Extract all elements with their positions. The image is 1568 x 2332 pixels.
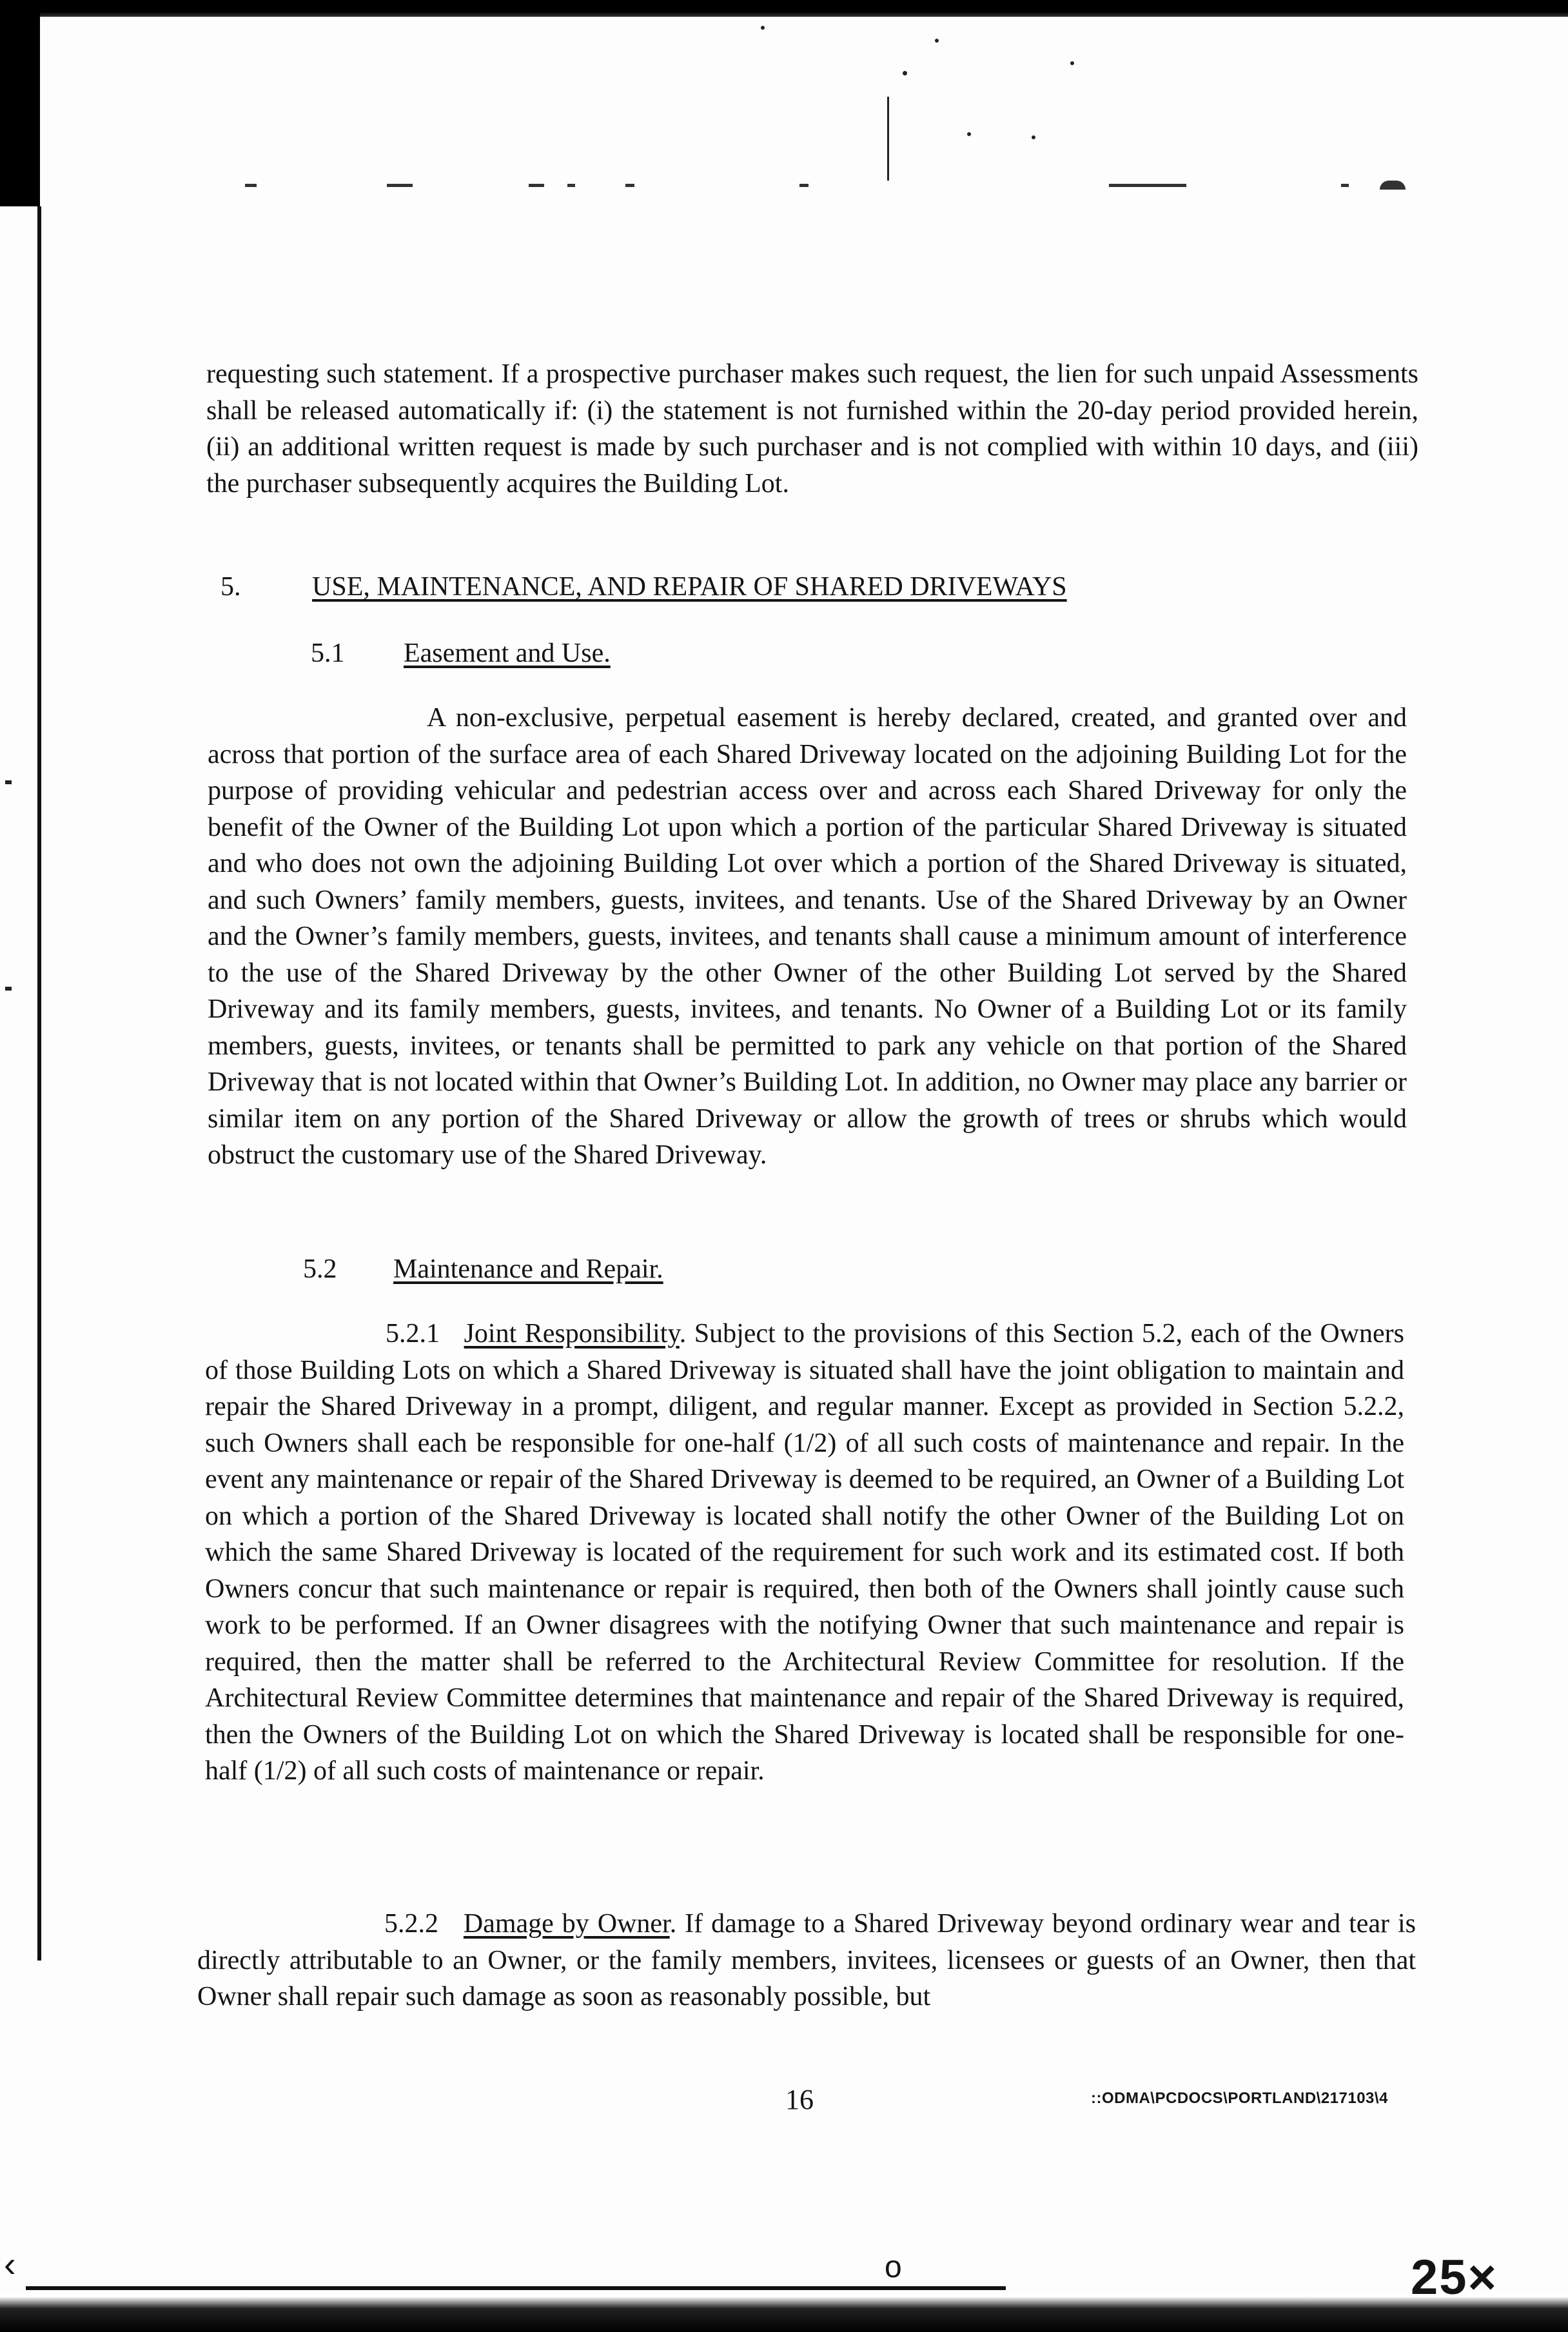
scan-dash xyxy=(245,184,257,187)
scan-dash xyxy=(1109,184,1186,187)
scan-border-left xyxy=(0,0,40,206)
section-5-1-body: A non-exclusive, perpetual easement is hereby declared, created, and granted over and across that portion of the surface area of each Shared Driveway located on the adjoining Building Lot for the purpose of providing vehicular and pedestrian access over and across each Shared Driveway for only the benefit of the Owner of the Building Lot upon which a portion of the particular Shared Driveway is situated and who does not own the adjoining Building Lot over which a portion of the Shared Driveway is situated, and such Owners’ family members, guests, invitees, and tenants. Use of the Shared Driveway by an Owner and the Owner’s family members, guests, invitees, and tenants shall cause a minimum amount of interference to the use of the Shared Driveway by the other Owner of the other Building Lot served by the Shared Driveway and its family members, guests, invitees, and tenants. No Owner of a Building Lot or its family members, guests, invitees, or tenants shall be permitted to park any vehicle on that portion of the Shared Driveway that is not located within that Owner’s Building Lot. In addition, no Owner may place any barrier or similar item on any portion of the Shared Driveway or allow the growth of trees or shrubs which would obstruct the customary use of the Shared Driveway. xyxy=(208,703,1407,1170)
scan-dash xyxy=(567,184,575,187)
scan-vertical-mark xyxy=(887,97,889,181)
section-5-2-2-title: Damage by Owner xyxy=(463,1909,670,1939)
scan-border-top xyxy=(0,0,1568,17)
scan-bottom-line xyxy=(26,2286,1006,2290)
scan-border-bottom xyxy=(0,2293,1568,2332)
scan-circle-mark: o xyxy=(885,2250,902,2284)
scan-speck xyxy=(1070,61,1074,65)
scan-speck xyxy=(903,71,907,75)
scan-dash xyxy=(1341,184,1349,187)
scan-speck xyxy=(935,39,939,43)
scan-speck xyxy=(761,26,765,30)
section-5-2-2-body: . If damage to a Shared Driveway beyond ordinary wear and tear is directly attributable to an Owner, or the family members, invitees, licensees or guests of an Owner, then that Owner shall repair such damage as soon as reasonably possible, but xyxy=(197,1909,1416,2011)
scan-speck xyxy=(1032,135,1035,139)
paragraph-continuation: requesting such statement. If a prospective purchaser makes such request, the lien for such unpaid Assessments shall be released automatically if: (i) the statement is not furnished within the 20-day period provided herein, (ii) an additional written request is made by such purchaser and is not complied with within 10 days, and (iii) the purchaser subsequently acquires the Building Lot. xyxy=(206,359,1418,499)
scan-mark xyxy=(5,780,12,784)
section-5-2-2-paragraph xyxy=(197,1906,1416,2015)
section-5-2-1-number: 5.2.1 xyxy=(386,1319,440,1349)
scan-dash xyxy=(1380,181,1406,190)
section-5-2-1-body: . Subject to the provisions of this Section 5.2, each of the Owners of those Building Lots on which a Shared Driveway is situated shall have the joint obligation to maintain and repair the Shared Driveway in a prompt, diligent, and regular manner. Except as provided in Section 5.2.2, such Owners shall each be responsible for one-half (1/2) of all such costs of maintenance and repair. In the event any maintenance or repair of the Shared Driveway is deemed to be required, an Owner of a Building Lot on which a portion of the Shared Driveway is located shall notify the other Owner of the Building Lot on which the same Shared Driveway is located of the requirement for such work and its estimated cost. If both Owners concur that such maintenance or repair is required, then both of the Owners shall jointly cause such work to be performed. If an Owner disagrees with the notifying Owner that such maintenance and repair is required, then the matter shall be referred to the Architectural Review Committee for resolution. If the Architectural Review Committee determines that maintenance and repair of the Shared Driveway is required, then the Owners of the Building Lot on which the Shared Driveway is located shall be responsible for one-half (1/2) of all such costs of maintenance or repair. xyxy=(205,1319,1404,1786)
scan-mark xyxy=(5,987,12,991)
section-5-number: 5. xyxy=(220,572,241,602)
scan-dash xyxy=(387,184,413,187)
section-5-title: USE, MAINTENANCE, AND REPAIR OF SHARED DRIVEWAYS xyxy=(312,572,1067,602)
section-5-2-title: Maintenance and Repair. xyxy=(393,1254,663,1284)
section-5-2-1-paragraph xyxy=(205,1316,1404,1790)
section-5-2-1-title: Joint Responsibility xyxy=(464,1319,680,1349)
scan-left-arrow-mark: ‹ xyxy=(4,2244,16,2284)
scan-speck xyxy=(967,132,971,136)
section-5-2-number: 5.2 xyxy=(303,1254,337,1284)
scan-dash xyxy=(625,184,634,187)
scan-edge-line xyxy=(37,206,41,1961)
document-path: ::ODMA\PCDOCS\PORTLAND\217103\4 xyxy=(1091,2090,1388,2107)
section-5-2-2-number: 5.2.2 xyxy=(384,1909,438,1939)
section-5-1-number: 5.1 xyxy=(311,638,345,668)
scan-dash xyxy=(799,184,808,187)
section-5-1-title: Easement and Use. xyxy=(404,638,611,668)
scan-dash xyxy=(529,184,544,187)
page-number: 16 xyxy=(785,2084,814,2115)
scan-stamp: 25× xyxy=(1411,2250,1498,2305)
